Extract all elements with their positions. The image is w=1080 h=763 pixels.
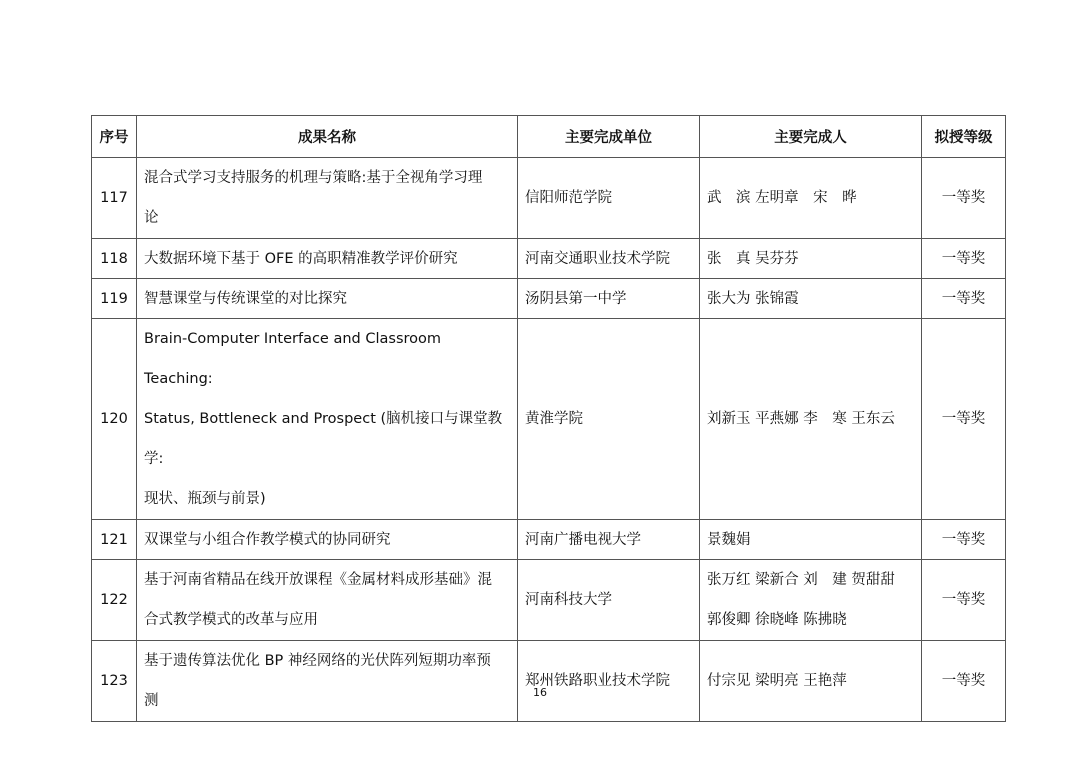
row-people [700,520,922,560]
row-grade: 一等奖 [922,279,1006,319]
name-line: 测 [144,693,159,709]
page-number: 16 [533,686,547,699]
header-people: 主要完成人 [700,116,922,158]
row-name [137,560,518,641]
row-people [700,279,922,319]
people-line: 景魏娟 [707,531,751,548]
row-num: 122 [92,560,137,641]
row-people [700,641,922,722]
table-row [92,641,1006,722]
people-line: 付宗见 梁明亮 王艳萍 [707,673,847,689]
people-line: 张 真 吴芬芬 [707,250,799,267]
row-people [700,319,922,520]
name-line: 基于遗传算法优化 BP 神经网络的光伏阵列短期功率预 [144,653,491,669]
row-grade: 一等奖 [922,560,1006,641]
row-num: 117 [92,158,137,239]
header-unit: 主要完成单位 [518,116,700,158]
people-line: 张大为 张锦霞 [707,290,799,307]
awards-table [91,115,1006,722]
row-grade: 一等奖 [922,520,1006,560]
table-row [92,560,1006,641]
people-line: 郭俊卿 徐晓峰 陈拂晓 [707,612,847,628]
name-line: Status, Bottleneck and Prospect (脑机接口与课堂教学: [144,411,503,467]
table-row [92,239,1006,279]
row-name [137,319,518,520]
row-name [137,239,518,279]
row-unit: 信阳师范学院 [518,158,700,239]
row-unit: 河南交通职业技术学院 [518,239,700,279]
row-name [137,158,518,239]
row-people [700,239,922,279]
people-line: 刘新玉 平燕娜 李 寒 王东云 [707,411,895,427]
header-name: 成果名称 [137,116,518,158]
people-line: 张万红 梁新合 刘 建 贺甜甜 [707,572,895,588]
people-line: 武 滨 左明章 宋 晔 [707,190,857,206]
name-line: Brain-Computer Interface and Classroom Teaching: [144,331,442,387]
row-unit: 郑州铁路职业技术学院 [518,641,700,722]
row-num: 123 [92,641,137,722]
name-line: 双课堂与小组合作教学模式的协同研究 [144,531,391,548]
name-line: 论 [144,210,159,226]
row-name [137,641,518,722]
table-row [92,319,1006,520]
row-num: 119 [92,279,137,319]
name-line: 现状、瓶颈与前景) [144,491,266,507]
row-people [700,158,922,239]
header-grade: 拟授等级 [922,116,1006,158]
header-num: 序号 [92,116,137,158]
row-grade: 一等奖 [922,641,1006,722]
row-unit: 河南广播电视大学 [518,520,700,560]
row-name [137,279,518,319]
row-name [137,520,518,560]
name-line: 大数据环境下基于 OFE 的高职精准教学评价研究 [144,250,458,267]
table-row [92,520,1006,560]
name-line: 合式教学模式的改革与应用 [144,612,318,628]
name-line: 混合式学习支持服务的机理与策略:基于全视角学习理 [144,170,483,186]
row-num: 120 [92,319,137,520]
table-header-row [92,116,1006,158]
row-people [700,560,922,641]
name-line: 基于河南省精品在线开放课程《金属材料成形基础》混 [144,572,492,588]
table-row [92,279,1006,319]
name-line: 智慧课堂与传统课堂的对比探究 [144,290,347,307]
row-unit: 黄淮学院 [518,319,700,520]
row-unit: 汤阴县第一中学 [518,279,700,319]
row-grade: 一等奖 [922,158,1006,239]
row-unit: 河南科技大学 [518,560,700,641]
row-grade: 一等奖 [922,239,1006,279]
row-num: 121 [92,520,137,560]
row-grade: 一等奖 [922,319,1006,520]
table-row [92,158,1006,239]
row-num: 118 [92,239,137,279]
